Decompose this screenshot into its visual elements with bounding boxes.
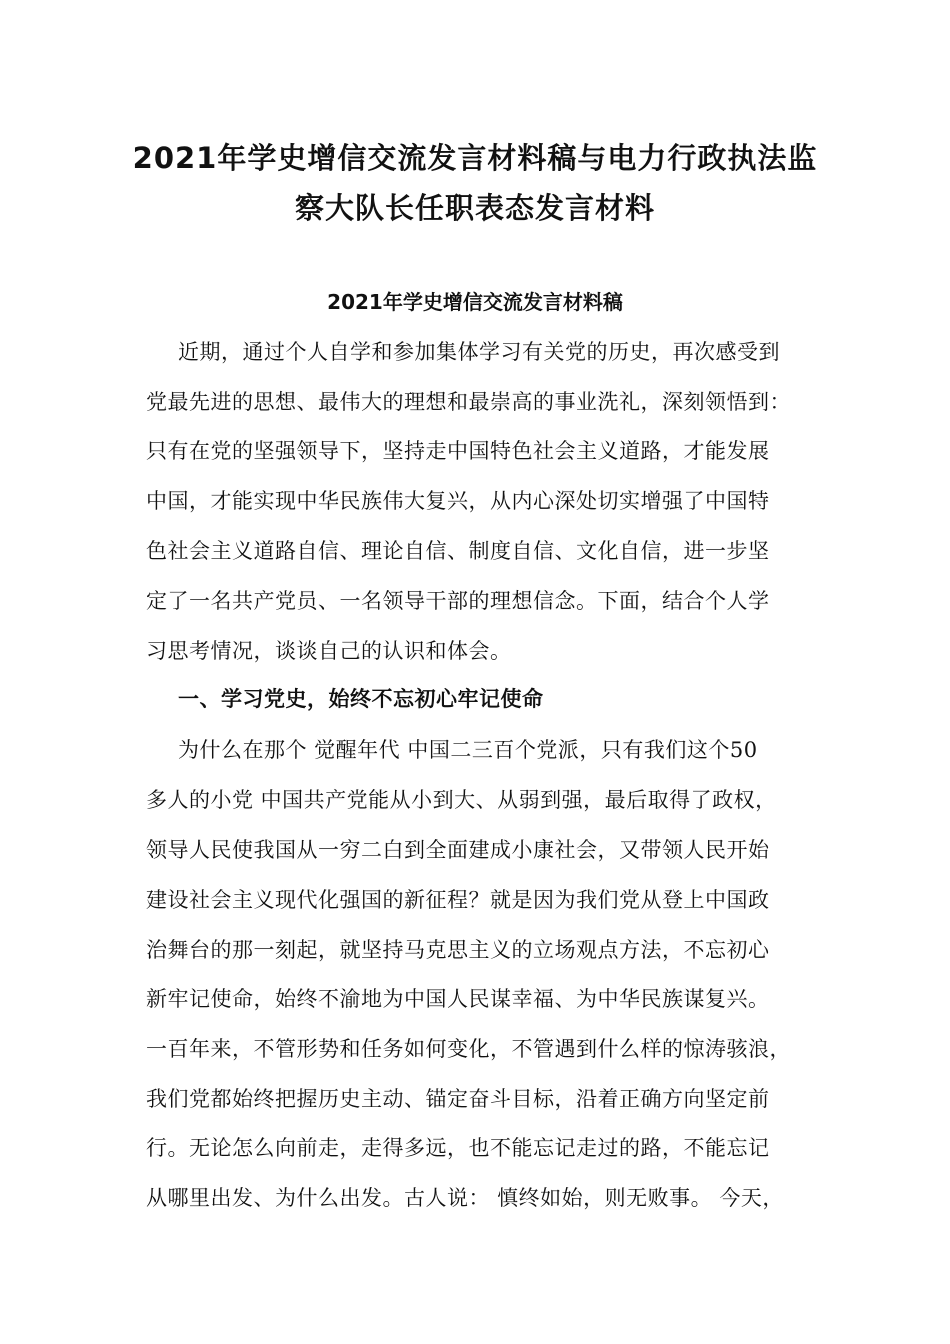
paragraph-line: 色社会主义道路自信、理论自信、制度自信、文化自信，进一步坚 [146, 539, 770, 563]
paragraph-line: 中国，才能实现中华民族伟大复兴，从内心深处切实增强了中国特 [146, 489, 770, 513]
paragraph-line: 近期，通过个人自学和参加集体学习有关党的历史，再次感受到 [178, 340, 780, 364]
paragraph-line: 只有在党的坚强领导下，坚持走中国特色社会主义道路，才能发展 [146, 439, 770, 463]
paragraph-line: 为什么在那个 觉醒年代 中国二三百个党派，只有我们这个50 [178, 738, 758, 762]
paragraph-line: 习思考情况，谈谈自己的认识和体会。 [146, 639, 512, 663]
section-title: 2021年学史增信交流发言材料稿 [327, 290, 623, 314]
section-heading: 一、学习党史，始终不忘初心牢记使命 [178, 687, 544, 711]
paragraph-line: 从哪里出发、为什么出发。古人说： 慎终如始，则无败事。 今天， [146, 1186, 784, 1210]
paragraph-line: 治舞台的那一刻起，就坚持马克思主义的立场观点方法，不忘初心 [146, 938, 770, 962]
document-title-line-1: 2021年学史增信交流发言材料稿与电力行政执法监 [132, 141, 818, 175]
paragraph-line: 行。无论怎么向前走，走得多远，也不能忘记走过的路，不能忘记 [146, 1136, 770, 1160]
paragraph-line: 建设社会主义现代化强国的新征程？就是因为我们党从登上中国政 [146, 888, 770, 912]
document-title-line-2: 察大队长任职表态发言材料 [294, 191, 655, 225]
paragraph-line: 党最先进的思想、最伟大的理想和最崇高的事业洗礼，深刻领悟到： [146, 390, 791, 414]
paragraph-line: 领导人民使我国从一穷二白到全面建成小康社会，又带领人民开始 [146, 838, 770, 862]
paragraph-line: 定了一名共产党员、一名领导干部的理想信念。下面，结合个人学 [146, 589, 770, 613]
paragraph-line: 多人的小党 中国共产党能从小到大、从弱到强，最后取得了政权， [146, 788, 777, 812]
paragraph-line: 新牢记使命，始终不渝地为中国人民谋幸福、为中华民族谋复兴。 [146, 987, 770, 1011]
paragraph-line: 我们党都始终把握历史主动、锚定奋斗目标，沿着正确方向坚定前 [146, 1087, 770, 1111]
paragraph-line: 一百年来，不管形势和任务如何变化，不管遇到什么样的惊涛骇浪， [146, 1037, 791, 1061]
